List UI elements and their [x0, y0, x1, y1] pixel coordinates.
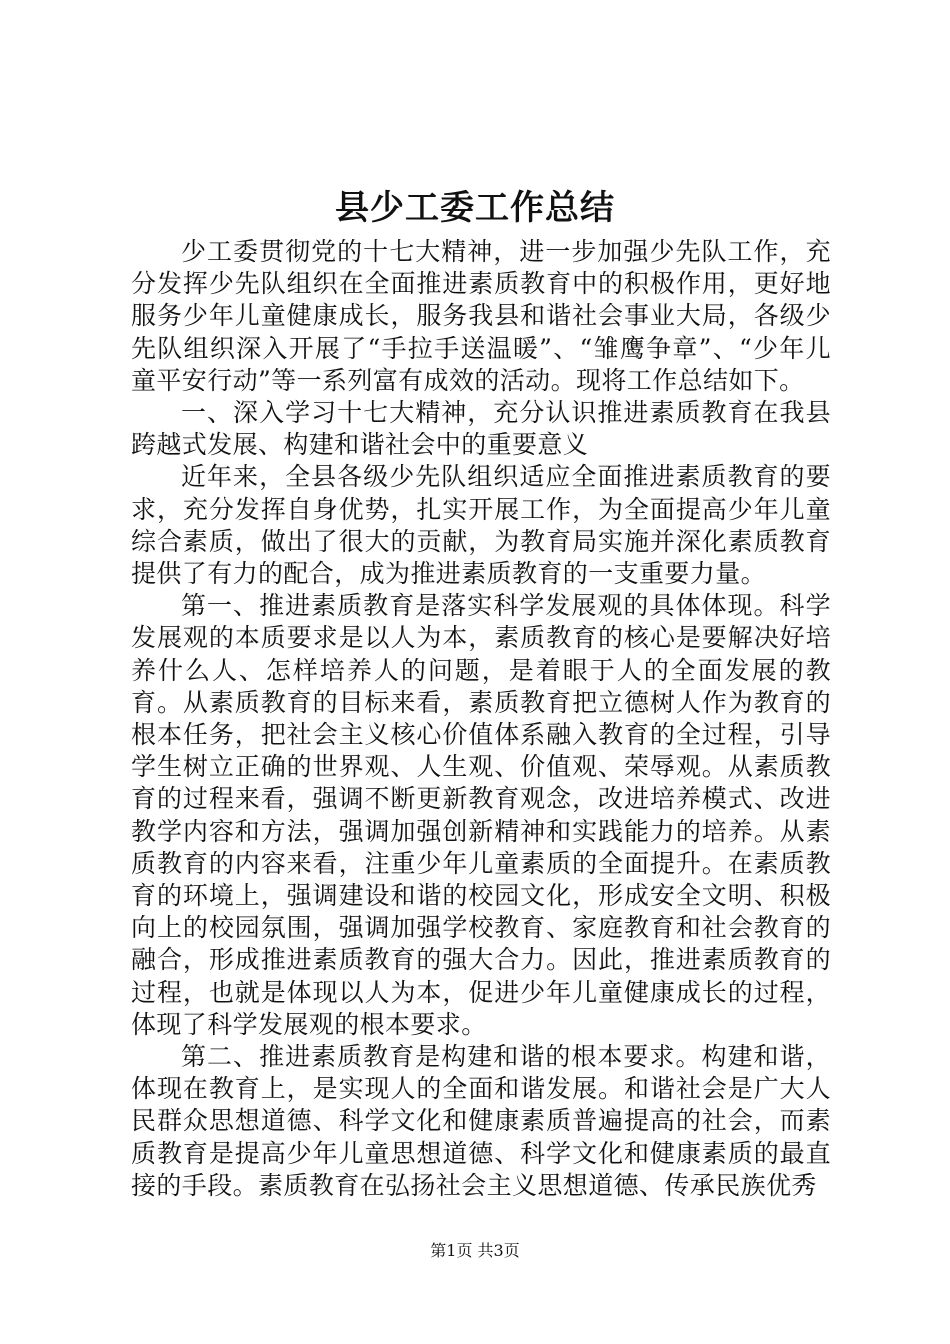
paragraph-heading-one: 一、深入学习十七大精神，充分认识推进素质教育在我县跨越式发展、构建和谐社会中的重要意义	[131, 398, 831, 460]
document-body	[131, 236, 831, 1202]
paragraph-point-one: 第一、推进素质教育是落实科学发展观的具体体现。科学发展观的本质要求是以人为本，素质教育的核心是要解决好培养什么人、怎样培养人的问题，是着眼于人的全面发展的教育。从素质教育的目标来看，素质教育把立德树人作为教育的根本任务，把社会主义核心价值体系融入教育的全过程，引导学生树立正确的世界观、人生观、价值观、荣辱观。从素质教育的过程来看，强调不断更新教育观念，改进培养模式、改进教学内容和方法，强调加强创新精神和实践能力的培养。从素质教育的内容来看，注重少年儿童素质的全面提升。在素质教育的环境上，强调建设和谐的校园文化，形成安全文明、积极向上的校园氛围，强调加强学校教育、家庭教育和社会教育的融合，形成推进素质教育的强大合力。因此，推进素质教育的过程，也就是体现以人为本，促进少年儿童健康成长的过程，体现了科学发展观的根本要求。	[131, 591, 831, 1039]
paragraph-intro: 少工委贯彻党的十七大精神，进一步加强少先队工作，充分发挥少先队组织在全面推进素质教育中的积极作用，更好地服务少年儿童健康成长，服务我县和谐社会事业大局，各级少先队组织深入开展了“手拉手送温暖”、“雏鹰争章”、“少年儿童平安行动”等一系列富有成效的活动。现将工作总结如下。	[131, 237, 831, 395]
paragraph-recent-years: 近年来，全县各级少先队组织适应全面推进素质教育的要求，充分发挥自身优势，扎实开展工作，为全面提高少年儿童综合素质，做出了很大的贡献，为教育局实施并深化素质教育提供了有力的配合，成为推进素质教育的一支重要力量。	[131, 462, 831, 589]
document-title: 县少工委工作总结	[335, 188, 615, 228]
paragraph-point-two: 第二、推进素质教育是构建和谐的根本要求。构建和谐，体现在教育上，是实现人的全面和谐发展。和谐社会是广大人民群众思想道德、科学文化和健康素质普遍提高的社会，而素质教育是提高少年儿童思想道德、科学文化和健康素质的最直接的手段。素质教育在弘扬社会主义思想道德、传承民族优秀	[131, 1042, 831, 1200]
page-number-footer: 第1页 共3页	[430, 1241, 520, 1260]
